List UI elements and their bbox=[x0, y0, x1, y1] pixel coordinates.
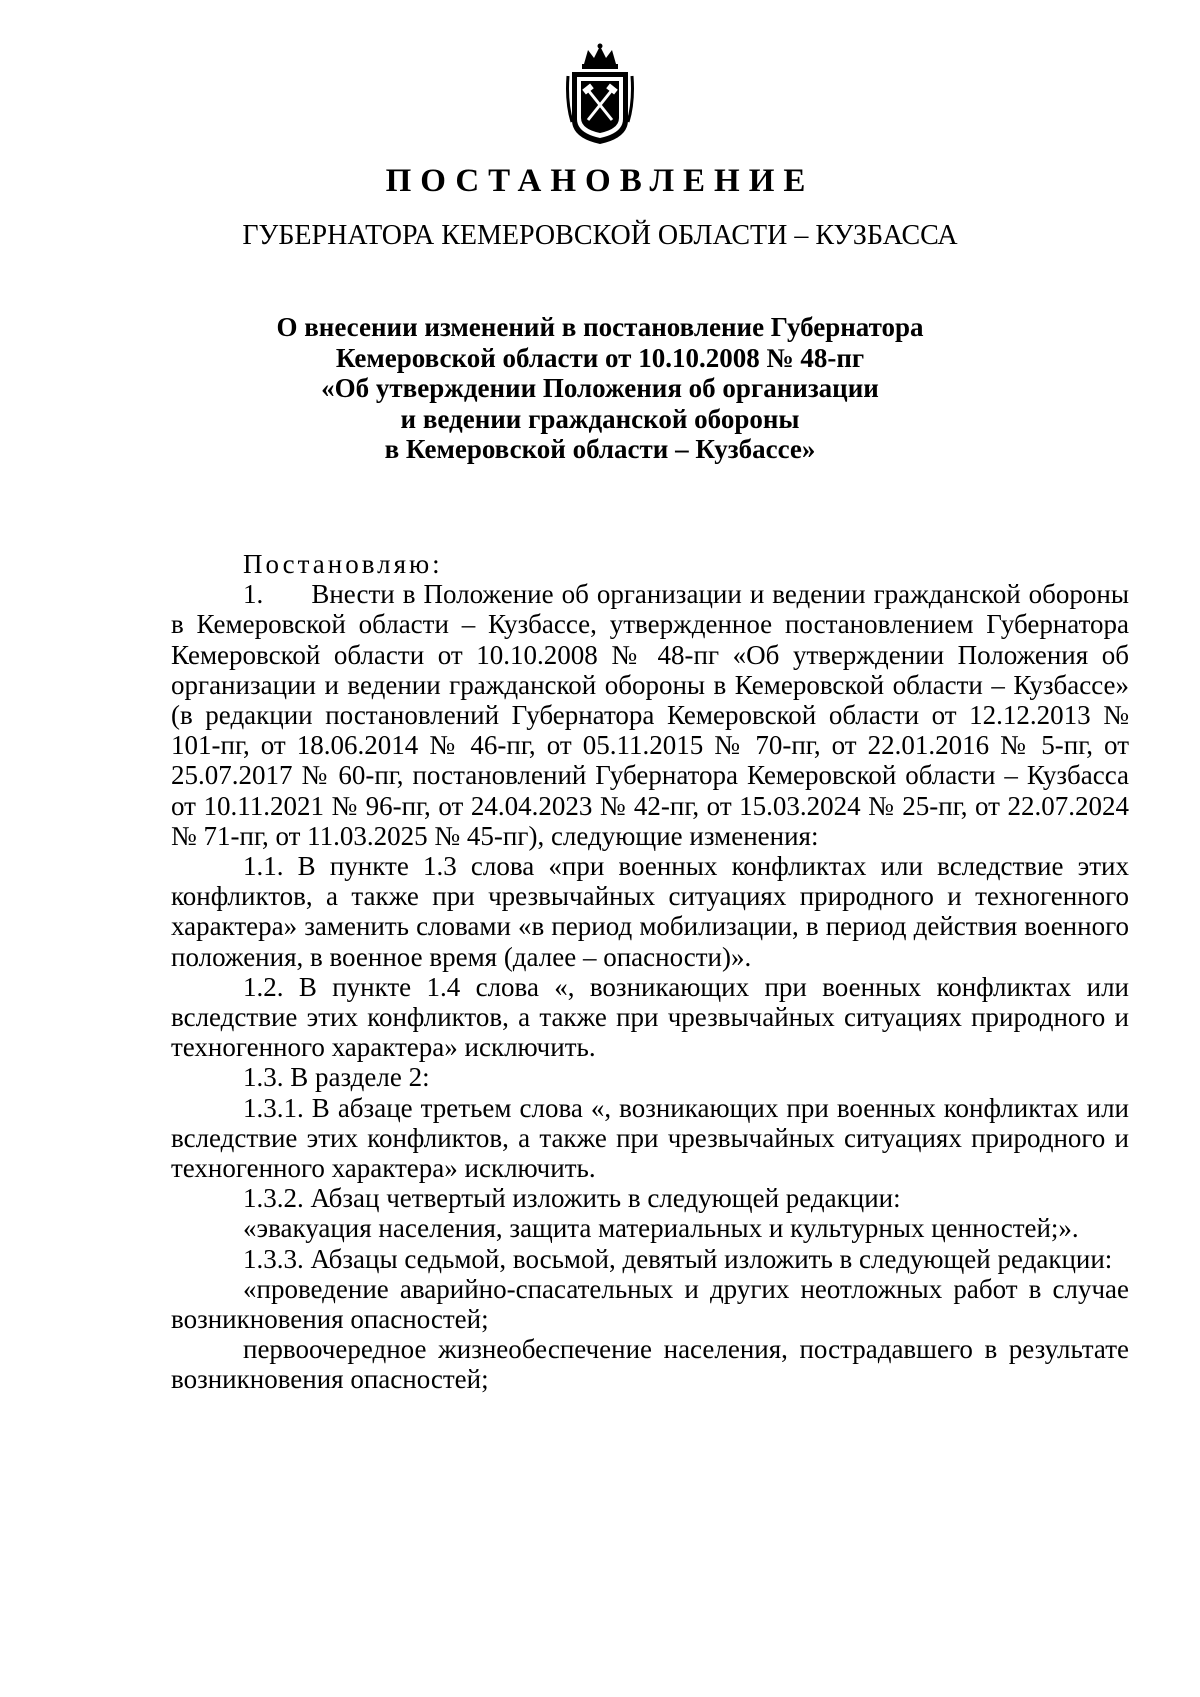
document-body bbox=[171, 549, 1129, 1395]
body-paragraph: «проведение аварийно-спасательных и других неотложных работ в случае возникновения опасностей; bbox=[171, 1273, 1129, 1335]
body-paragraph: 1.3.2. Абзац четвертый изложить в следующей редакции: bbox=[243, 1183, 901, 1214]
subject-line: Кемеровской области от 10.10.2008 № 48-пг bbox=[335, 342, 865, 373]
subject-line: «Об утверждении Положения об организации bbox=[321, 373, 879, 403]
document-type-heading: ПОСТАНОВЛЕНИЕ bbox=[385, 163, 815, 199]
subject-line: в Кемеровской области – Кузбассе» bbox=[384, 434, 816, 464]
coat-of-arms-emblem bbox=[566, 42, 634, 146]
body-paragraph: 1.1. В пункте 1.3 слова «при военных конфликтах или вследствие этих конфликтов, а также при чрезвычайных ситуациях природного и техногенного характера» заменить словами «в период мобилизации, в период действия военного положения, в военное время (далее – опасности)». bbox=[171, 851, 1129, 972]
subject-line: О внесении изменений в постановление Губернатора bbox=[276, 312, 924, 342]
resolve-clause: Постановляю: bbox=[243, 549, 443, 579]
body-paragraph: 1.3.3. Абзацы седьмой, восьмой, девятый изложить в следующей редакции: bbox=[243, 1243, 1113, 1274]
body-paragraph: 1.3. В разделе 2: bbox=[243, 1062, 430, 1093]
body-paragraph: «эвакуация населения, защита материальных и культурных ценностей;». bbox=[243, 1213, 1079, 1244]
body-paragraph: 1.3.1. В абзаце третьем слова «, возникающих при военных конфликтах или вследствие этих конфликтов, а также при чрезвычайных ситуациях природного и техногенного характера» исключить. bbox=[171, 1092, 1129, 1184]
body-paragraph: 1. Внести в Положение об организации и ведении гражданской обороны в Кемеровской области – Кузбассе, утвержденное постановлением Губернатора Кемеровской области от 10.10.2008 № 48-пг «Об утверждении Положения об организации и ведении гражданской обороны в Кемеровской области – Кузбассе» (в редакции постановлений Губернатора Кемеровской области от 12.12.2013 № 101-пг, от 18.06.2014 № 46-пг, от 05.11.2015 № 70-пг, от 22.01.2016 № 5-пг, от 25.07.2017 № 60-пг, постановлений Губернатора Кемеровской области – Кузбасса от 10.11.2021 № 96-пг, от 24.04.2023 № 42-пг, от 15.03.2024 № 25-пг, от 22.07.2024 № 71-пг, от 11.03.2025 № 45-пг), следующие изменения: bbox=[171, 579, 1129, 851]
body-paragraph: 1.2. В пункте 1.4 слова «, возникающих при военных конфликтах или вследствие этих конфликтов, а также при чрезвычайных ситуациях природного и техногенного характера» исключить. bbox=[171, 971, 1129, 1063]
subject-line: и ведении гражданской обороны bbox=[400, 403, 800, 434]
document-subject bbox=[0, 312, 1200, 465]
body-paragraph: первоочередное жизнеобеспечение населения, пострадавшего в результате возникновения опасностей; bbox=[171, 1334, 1129, 1395]
issuer-line: ГУБЕРНАТОРА КЕМЕРОВСКОЙ ОБЛАСТИ – КУЗБАССА bbox=[242, 220, 958, 251]
